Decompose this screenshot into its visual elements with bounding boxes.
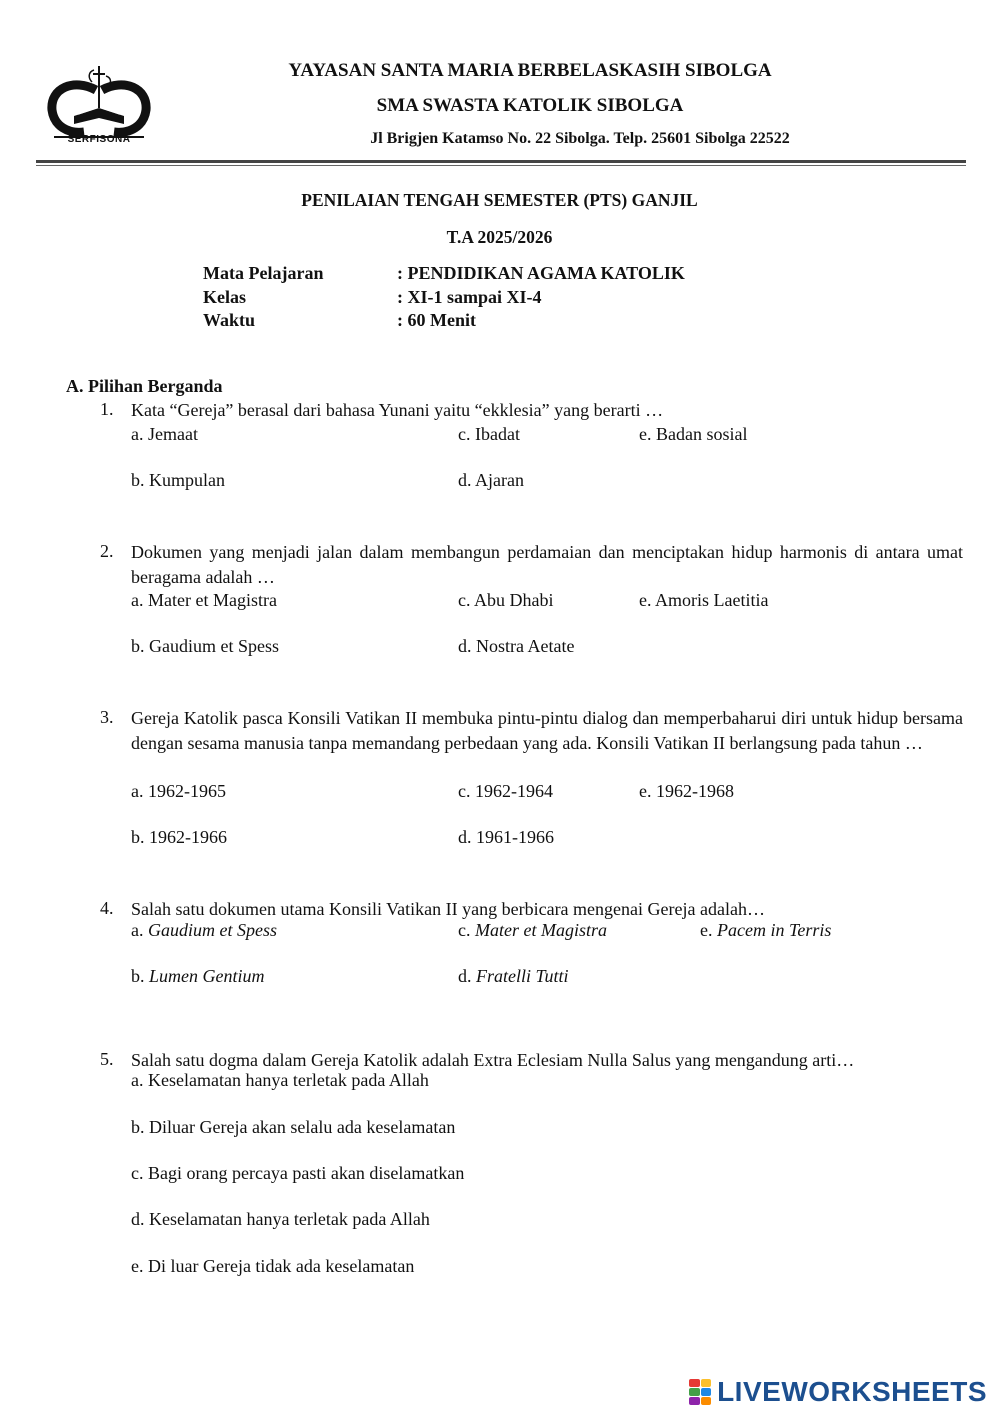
option-b-text: Lumen Gentium — [149, 966, 265, 986]
time-label: Waktu — [203, 310, 256, 330]
option-a-text: Gaudium et Spess — [148, 920, 277, 940]
liveworksheets-logo-icon — [689, 1379, 711, 1405]
option-d[interactable]: d. Keselamatan hanya terletak pada Allah — [131, 1209, 430, 1229]
option-d[interactable]: d. Nostra Aetate — [458, 636, 575, 656]
option-d[interactable]: d. Ajaran — [458, 470, 524, 490]
foundation-name: YAYASAN SANTA MARIA BERBELASKASIH SIBOLGA — [288, 60, 772, 81]
class-label: Kelas — [203, 287, 246, 307]
option-c[interactable]: c. Bagi orang percaya pasti akan diselamatkan — [131, 1163, 465, 1183]
academic-year: T.A 2025/2026 — [446, 227, 553, 247]
option-a[interactable]: a. 1962-1965 — [131, 781, 226, 801]
subject-label: Mata Pelajaran — [203, 263, 324, 283]
option-e-text: Pacem in Terris — [717, 920, 832, 940]
school-logo — [44, 58, 154, 150]
question-text: Salah satu dogma dalam Gereja Katolik adalah Extra Eclesiam Nulla Salus yang mengandung arti… — [131, 1050, 855, 1070]
question-number: 2. — [100, 541, 114, 561]
question-number: 4. — [100, 898, 114, 918]
option-b-prefix: b. — [131, 966, 149, 986]
option-e[interactable]: e. 1962-1968 — [639, 781, 734, 801]
liveworksheets-watermark — [689, 1377, 987, 1407]
section-title: A. Pilihan Berganda — [66, 376, 223, 396]
school-name: SMA SWASTA KATOLIK SIBOLGA — [376, 95, 684, 116]
liveworksheets-text: LIVEWORKSHEETS — [717, 1376, 987, 1407]
time-value: : 60 Menit — [397, 310, 476, 330]
logo-caption: SERFISONA — [67, 134, 131, 145]
option-c[interactable] — [458, 920, 607, 941]
option-d-text: Fratelli Tutti — [476, 966, 569, 986]
option-a[interactable] — [131, 920, 277, 941]
option-c[interactable]: c. Ibadat — [458, 424, 520, 444]
exam-title: PENILAIAN TENGAH SEMESTER (PTS) GANJIL — [301, 190, 698, 210]
option-a[interactable]: a. Keselamatan hanya terletak pada Allah — [131, 1070, 429, 1090]
question-text: Dokumen yang menjadi jalan dalam membangun perdamaian dan menciptakan hidup harmonis di antara umat beragama adalah … — [131, 542, 963, 587]
option-b[interactable] — [131, 966, 265, 987]
question-number: 5. — [100, 1049, 114, 1069]
option-b[interactable]: b. 1962-1966 — [131, 827, 227, 847]
option-b[interactable]: b. Gaudium et Spess — [131, 636, 279, 656]
school-address: Jl Brigjen Katamso No. 22 Sibolga. Telp. 25601 Sibolga 22522 — [370, 130, 790, 147]
question-text: Gereja Katolik pasca Konsili Vatikan II membuka pintu-pintu dialog dan memperbaharui diri untuk hidup bersama dengan sesama manusia tanpa memandang perbedaan yang ada. Konsili Vatikan II berlangsung pada tahun … — [131, 708, 963, 753]
option-b[interactable]: b. Kumpulan — [131, 470, 225, 490]
option-e-prefix: e. — [700, 920, 717, 940]
question-text: Salah satu dokumen utama Konsili Vatikan II yang berbicara mengenai Gereja adalah… — [131, 899, 765, 919]
option-a[interactable]: a. Mater et Magistra — [131, 590, 277, 610]
header-divider-thin — [36, 165, 966, 166]
option-a-prefix: a. — [131, 920, 148, 940]
option-d[interactable] — [458, 966, 569, 987]
header-divider-thick — [36, 160, 966, 163]
option-e[interactable]: e. Di luar Gereja tidak ada keselamatan — [131, 1256, 415, 1276]
option-e[interactable]: e. Amoris Laetitia — [639, 590, 769, 610]
question-number: 1. — [100, 399, 114, 419]
class-value: : XI-1 sampai XI-4 — [397, 287, 542, 307]
option-a[interactable]: a. Jemaat — [131, 424, 198, 444]
question-text: Kata “Gereja” berasal dari bahasa Yunani yaitu “ekklesia” yang berarti … — [131, 400, 664, 420]
option-c-text: Mater et Magistra — [475, 920, 607, 940]
option-d[interactable]: d. 1961-1966 — [458, 827, 554, 847]
option-b[interactable]: b. Diluar Gereja akan selalu ada keselamatan — [131, 1117, 456, 1137]
option-d-prefix: d. — [458, 966, 476, 986]
option-c[interactable]: c. 1962-1964 — [458, 781, 553, 801]
question-number: 3. — [100, 707, 114, 727]
subject-value: : PENDIDIKAN AGAMA KATOLIK — [397, 263, 685, 283]
option-e[interactable]: e. Badan sosial — [639, 424, 748, 444]
option-c-prefix: c. — [458, 920, 475, 940]
option-c[interactable]: c. Abu Dhabi — [458, 590, 554, 610]
option-e[interactable] — [700, 920, 831, 941]
